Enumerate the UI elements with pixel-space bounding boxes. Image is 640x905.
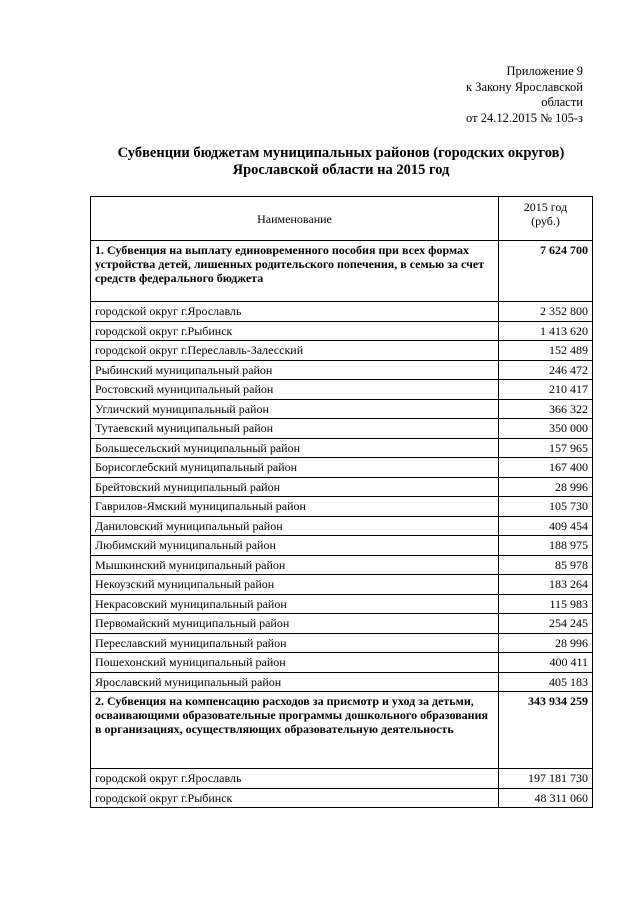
municipality-name: Тутаевский муниципальный район (91, 419, 499, 439)
header-year: 2015 год (523, 200, 568, 214)
subvention-amount: 400 411 (499, 653, 593, 673)
municipality-name: Ростовский муниципальный район (91, 380, 499, 400)
subventions-table (90, 196, 593, 808)
municipality-name: Первомайский муниципальный район (91, 614, 499, 634)
table-row (91, 788, 593, 808)
table-row (91, 419, 593, 439)
table-row (91, 497, 593, 517)
municipality-name: городской округ г.Рыбинск (91, 788, 499, 808)
title-line-1: Субвенции бюджетам муниципальных районов (городских округов) (117, 145, 565, 161)
municipality-name: Переславский муниципальный район (91, 633, 499, 653)
section1-row (91, 241, 593, 302)
section1-name: 1. Субвенция на выплату единовременного пособия при всех формах устройства детей, лишенных родительского попечения, в семью за счет средств федерального бюджета (91, 241, 499, 302)
table-header-row (91, 197, 593, 241)
municipality-name: Любимский муниципальный район (91, 536, 499, 556)
municipality-name: Брейтовский муниципальный район (91, 477, 499, 497)
table-row (91, 516, 593, 536)
municipality-name: Некрасовский муниципальный район (91, 594, 499, 614)
table-row (91, 458, 593, 478)
document-title (90, 145, 592, 179)
municipality-name: Пошехонский муниципальный район (91, 653, 499, 673)
table-row (91, 438, 593, 458)
section2-row (91, 692, 593, 769)
subvention-amount: 85 978 (499, 555, 593, 575)
municipality-name: Борисоглебский муниципальный район (91, 458, 499, 478)
table-row (91, 633, 593, 653)
municipality-name: городской округ г.Рыбинск (91, 321, 499, 341)
table-row (91, 594, 593, 614)
subvention-amount: 188 975 (499, 536, 593, 556)
municipality-name: Рыбинский муниципальный район (91, 360, 499, 380)
subvention-amount: 152 489 (499, 341, 593, 361)
table-row (91, 653, 593, 673)
municipality-name: городской округ г.Переславль-Залесский (91, 341, 499, 361)
annex-date: от 24.12.2015 № 105-з (466, 110, 583, 125)
table-row (91, 672, 593, 692)
subvention-amount: 210 417 (499, 380, 593, 400)
table-row (91, 399, 593, 419)
section2-total: 343 934 259 (499, 692, 593, 769)
municipality-name: Угличский муниципальный район (91, 399, 499, 419)
subvention-amount: 183 264 (499, 575, 593, 595)
subvention-amount: 28 996 (499, 633, 593, 653)
municipality-name: Ярославский муниципальный район (91, 672, 499, 692)
subvention-amount: 2 352 800 (499, 302, 593, 322)
municipality-name: городской округ г.Ярославль (91, 769, 499, 789)
subvention-amount: 115 983 (499, 594, 593, 614)
table-row (91, 555, 593, 575)
subvention-amount: 254 245 (499, 614, 593, 634)
table-row (91, 321, 593, 341)
subvention-amount: 167 400 (499, 458, 593, 478)
municipality-name: Большесельский муниципальный район (91, 438, 499, 458)
annex-law: к Закону Ярославской (466, 79, 583, 94)
municipality-name: городской округ г.Ярославль (91, 302, 499, 322)
table-row (91, 536, 593, 556)
subvention-amount: 366 322 (499, 399, 593, 419)
table-row (91, 769, 593, 789)
municipality-name: Гаврилов-Ямский муниципальный район (91, 497, 499, 517)
annex-header (466, 64, 583, 126)
subvention-amount: 409 454 (499, 516, 593, 536)
title-line-2: Ярославской области на 2015 год (232, 162, 450, 178)
subvention-amount: 48 311 060 (499, 788, 593, 808)
annex-number: Приложение 9 (506, 64, 583, 78)
subvention-amount: 1 413 620 (499, 321, 593, 341)
table-row (91, 477, 593, 497)
table-row (91, 575, 593, 595)
subvention-amount: 157 965 (499, 438, 593, 458)
municipality-name: Мышкинский муниципальный район (91, 555, 499, 575)
table-row (91, 614, 593, 634)
subvention-amount: 105 730 (499, 497, 593, 517)
subvention-amount: 28 996 (499, 477, 593, 497)
table-row (91, 341, 593, 361)
section1-total: 7 624 700 (499, 241, 593, 302)
section2-name: 2. Субвенция на компенсацию расходов за присмотр и уход за детьми, осваивающими образовательные программы дошкольного образования в организациях, осуществляющих образовательную деятельность (91, 692, 499, 769)
header-unit: (руб.) (531, 214, 560, 228)
municipality-name: Некоузский муниципальный район (91, 575, 499, 595)
table-row (91, 302, 593, 322)
header-year-cell (499, 197, 593, 241)
annex-region: области (541, 95, 583, 109)
subvention-amount: 246 472 (499, 360, 593, 380)
municipality-name: Даниловский муниципальный район (91, 516, 499, 536)
subvention-amount: 350 000 (499, 419, 593, 439)
subvention-amount: 197 181 730 (499, 769, 593, 789)
subvention-amount: 405 183 (499, 672, 593, 692)
header-name-cell: Наименование (91, 197, 499, 241)
table-row (91, 380, 593, 400)
table-row (91, 360, 593, 380)
